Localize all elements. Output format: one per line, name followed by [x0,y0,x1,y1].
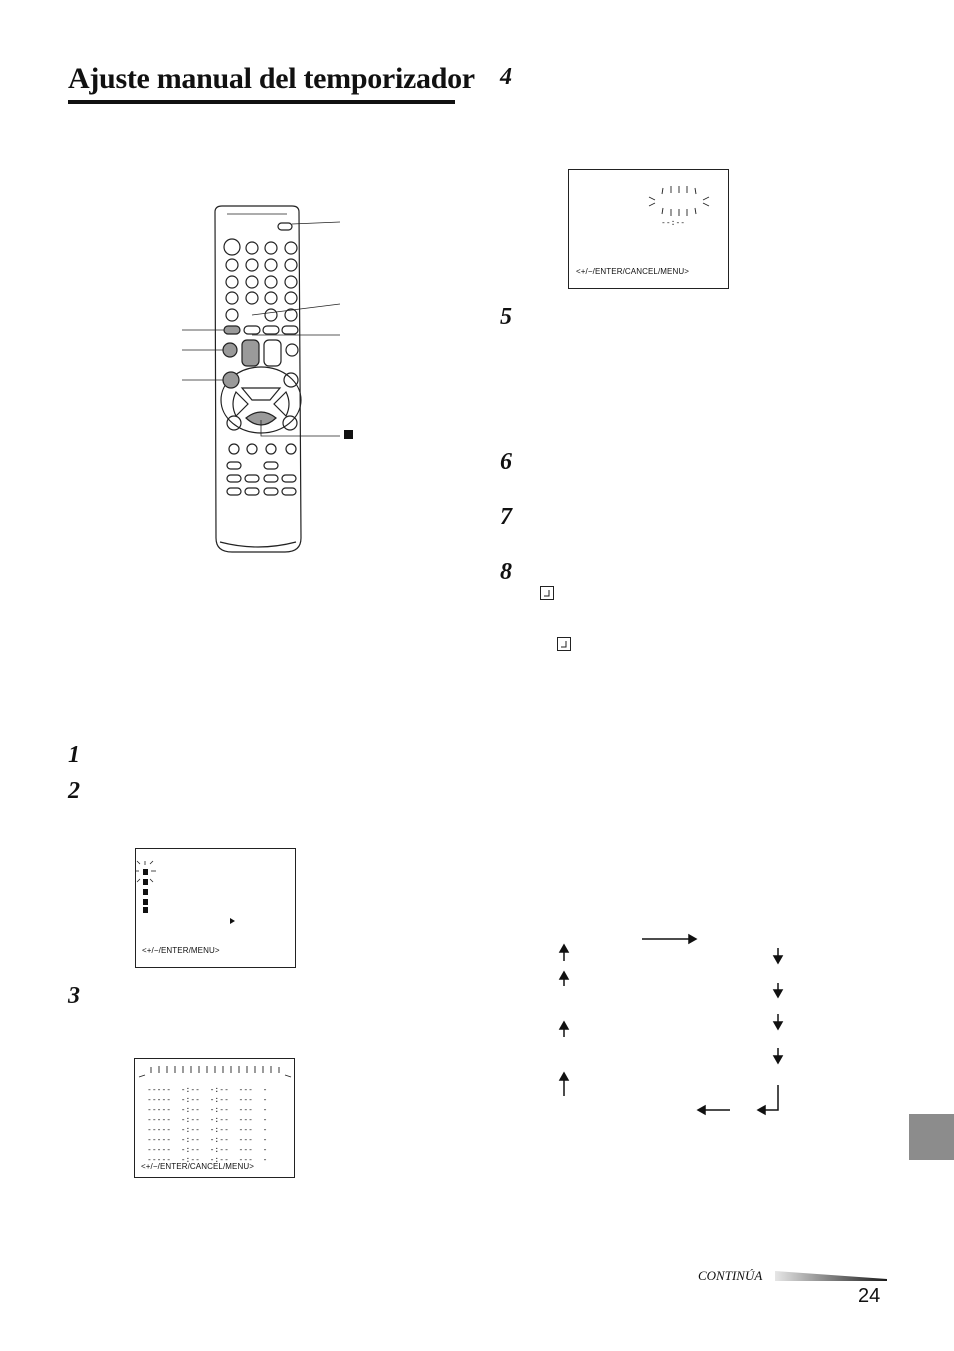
remote-control-illustration [180,200,370,560]
step-number: 4 [500,64,512,90]
step-number: 6 [500,449,512,475]
step-number: 3 [68,983,80,1009]
step-number: 7 [500,504,512,530]
step-number: 8 [500,559,512,585]
timer-entry-time: --:-- [661,218,686,227]
step-number: 1 [68,742,80,768]
page-title: Ajuste manual del temporizador [68,62,475,95]
menu-screen-footer: <+/−/ENTER/MENU> [142,946,220,955]
section-tab [909,1114,954,1160]
page-number: 24 [858,1285,881,1307]
menu-screen [135,848,296,968]
flow-arrows-diagram [550,925,790,1120]
timer-entry-footer: <+/−/ENTER/CANCEL/MENU> [576,267,689,276]
step-number: 2 [68,778,80,804]
timer-row: ----- -:-- -:-- --- - [147,1105,268,1114]
return-icon [557,637,571,651]
timer-list-rows [147,1085,267,1165]
title-underline [68,100,455,104]
timer-list-screen [134,1058,295,1178]
timer-row: ----- -:-- -:-- --- - [147,1135,268,1144]
stop-square-icon [344,430,353,439]
timer-row: ----- -:-- -:-- --- - [147,1125,268,1134]
continue-arrow-bar [775,1271,887,1283]
continue-label: CONTINÚA [698,1268,763,1283]
timer-entry-screen [568,169,729,289]
timer-row: ----- -:-- -:-- --- - [147,1155,268,1164]
timer-row: ----- -:-- -:-- --- - [147,1145,268,1154]
timer-row: ----- -:-- -:-- --- - [147,1115,268,1124]
return-icon [540,586,554,600]
timer-row: ----- -:-- -:-- --- - [147,1085,268,1094]
step-number: 5 [500,304,512,330]
timer-list-footer: <+/−/ENTER/CANCEL/MENU> [141,1162,254,1171]
timer-row: ----- -:-- -:-- --- - [147,1095,268,1104]
